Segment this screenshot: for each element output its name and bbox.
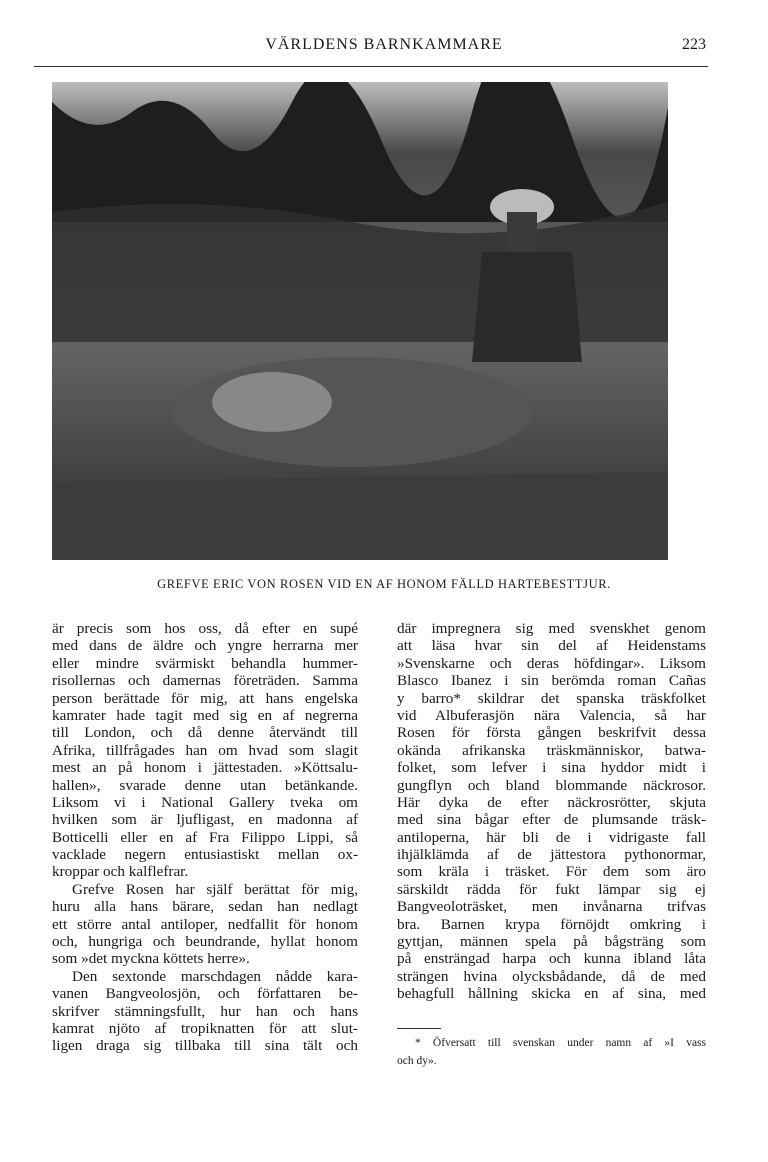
text-line: Afrika, tillfrågades han om hvad som slagit <box>52 741 358 759</box>
text-line: y barro* skildrar det spanska träskfolket <box>397 689 706 707</box>
text-line: folket, som lefver i sina hyddor midt i <box>397 759 706 777</box>
hunter-with-hartebeest-photo <box>52 82 668 560</box>
text-line: huru alla hans bärare, sedan han nedlagt <box>52 898 358 916</box>
text-line: person berättade för mig, att hans engelska <box>52 689 358 707</box>
running-title: VÄRLDENS BARNKAMMARE <box>265 36 503 53</box>
text-line: kamrat njöto af tropiknatten för att slut- <box>52 1019 358 1037</box>
text-line: antiloperna, här bli de i vidrigaste fall <box>397 828 706 846</box>
text-line: Blasco Ibanez i sin berömda roman Cañas <box>397 672 706 690</box>
text-line: ligen draga sig tillbaka till sina tält och <box>52 1037 358 1055</box>
text-line: Rosen för första gången beskrifvit dessa <box>397 724 706 742</box>
text-line: med sina bågar efter de plumsande träsk- <box>397 811 706 829</box>
text-line: okända afrikanska träskmänniskor, batwa- <box>397 741 706 759</box>
text-line: Här dyka de efter näckrosrötter, skjuta <box>397 793 706 811</box>
photo-caption: GREFVE ERIC VON ROSEN VID EN AF HONOM FÄLLD HARTEBESTTJUR. <box>157 577 611 591</box>
footnote <box>397 1034 706 1070</box>
text-line: som »det myckna köttets herre». <box>52 950 250 968</box>
right-column <box>397 620 706 1003</box>
footnote-line: och dy». <box>397 1055 437 1067</box>
page-number: 223 <box>682 36 706 53</box>
text-line: gyttjan, männen spela på bågsträng som <box>397 933 706 951</box>
footnote-line: * Öfversatt till svenskan under namn af »I vass <box>415 1037 706 1049</box>
text-line: kamrater hade tagit med sig en af negrerna <box>52 706 358 724</box>
text-line: gungflyn och bland blommande näckrosor. <box>397 776 706 794</box>
text-line: Grefve Rosen har själf berättat för mig, <box>72 880 358 898</box>
text-line: vacklade negern entusiastiskt mellan ox- <box>52 846 358 864</box>
text-line: vanen Bangveolosjön, och författaren be- <box>52 985 358 1003</box>
text-line: eller mindre svärmiskt behandla hummer- <box>52 654 358 672</box>
text-line: kroppar och kalflefrar. <box>52 863 189 881</box>
text-line: Botticelli eller en af Fra Filippo Lippi, så <box>52 828 358 846</box>
text-line: mest an på honom i jättestaden. »Köttsalu- <box>52 759 358 777</box>
text-line: är precis som hos oss, då efter en supé <box>52 620 358 637</box>
left-column <box>52 620 358 1055</box>
running-head <box>0 36 768 60</box>
header-rule <box>34 66 708 67</box>
text-line: vid Albuferasjön nära Valencia, så har <box>397 706 706 724</box>
photograph <box>52 82 668 560</box>
text-line: hallen», svarade denne utan betänkande. <box>52 776 358 794</box>
text-line: Den sextonde marschdagen nådde kara- <box>72 967 358 985</box>
text-line: på ensträngad harpa och kunna ibland låta <box>397 950 706 968</box>
text-line: strängen hvina olycksbådande, då de med <box>397 967 706 985</box>
text-line: risollernas och damernas företräden. Samma <box>52 672 358 690</box>
text-line: där impregnera sig med svenskhet genom <box>397 620 706 637</box>
text-line: skrifver stämningsfullt, hur han och hans <box>52 1002 358 1020</box>
text-line: Liksom vi i National Gallery tveka om <box>52 793 358 811</box>
text-line: särskildt rädda för fukt lämpar sig ej <box>397 880 706 898</box>
text-line: till London, och då denne återvändt till <box>52 724 358 742</box>
footnote-rule <box>397 1028 441 1029</box>
text-line: Bangveoloträsket, men invånarna trifvas <box>397 898 706 916</box>
text-line: »Svenskarne och deras höfdingar». Liksom <box>397 654 706 672</box>
text-line: att läsa hvar sin del af Heidenstams <box>397 637 706 655</box>
text-line: behagfull hållning skicka en af sina, med <box>397 985 706 1003</box>
text-line: ett större antal antiloper, nedfallit för honom <box>52 915 358 933</box>
text-line: med dans de äldre och yngre herrarna mer <box>52 637 358 655</box>
text-line: som kräla i träsket. För dem som äro <box>397 863 706 881</box>
text-line: och, hungriga och beundrande, hyllat honom <box>52 933 358 951</box>
text-line: bra. Barnen krypa förnöjdt omkring i <box>397 915 706 933</box>
text-line: hvilken som är ljufligast, en madonna af <box>52 811 358 829</box>
text-line: ihjälklämda af de jättestora pythonormar, <box>397 846 706 864</box>
